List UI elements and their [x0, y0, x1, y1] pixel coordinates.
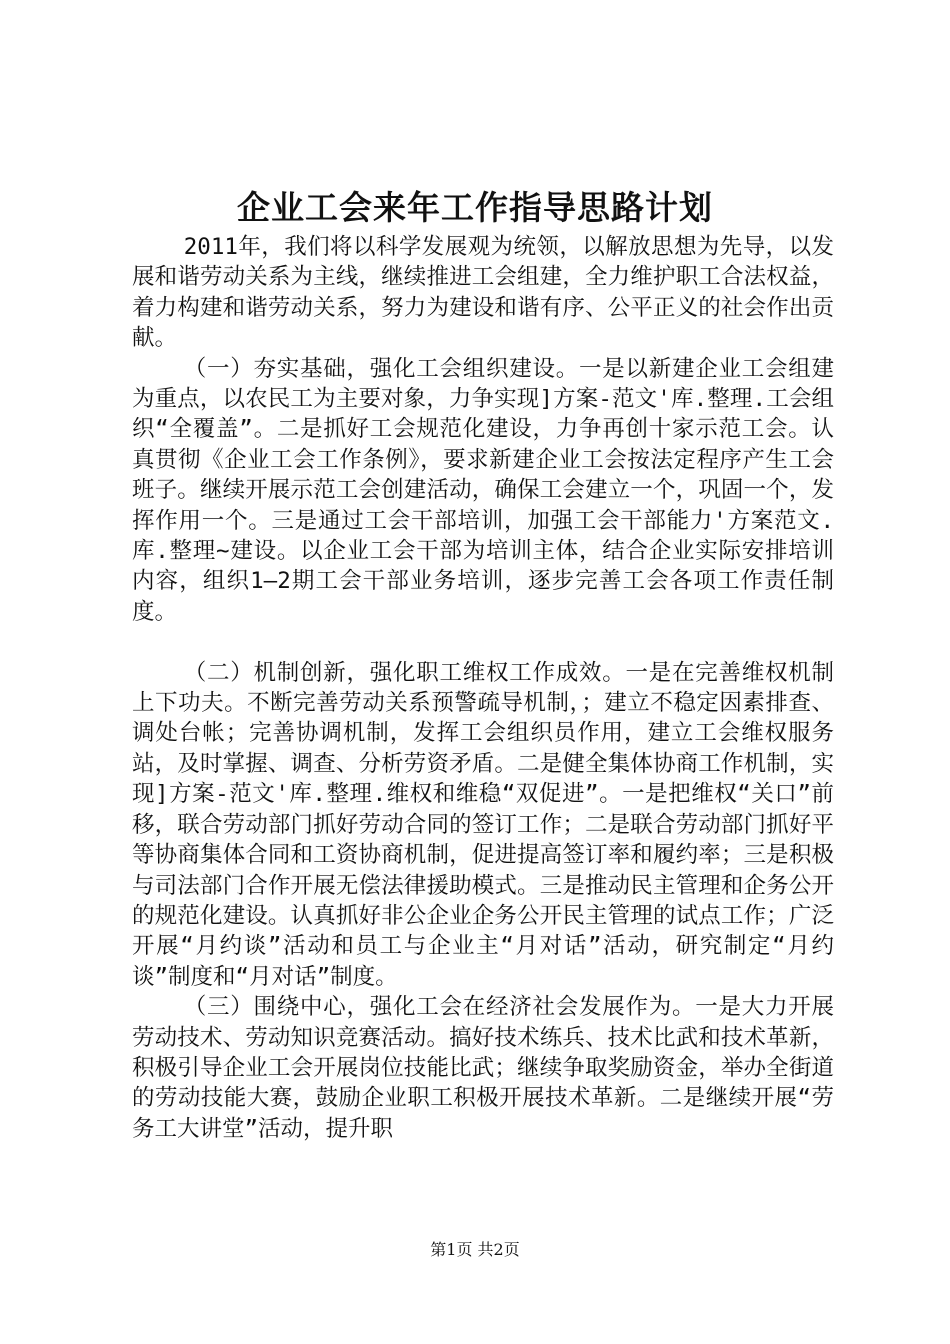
paragraph-section-2: （二）机制创新，强化职工维权工作成效。一是在完善维权机制上下功夫。不断完善劳动关系预警疏导机制，；建立不稳定因素排查、调处台帐；完善协调机制，发挥工会组织员作用，建立工会维权服务站，及时掌握、调查、分析劳资矛盾。二是健全集体协商工作机制，实现]方案-范文'库.整理.维权和维稳“双促进”。一是把维权“关口”前移，联合劳动部门抓好劳动合同的签订工作；二是联合劳动部门抓好平等协商集体合同和工资协商机制，促进提高签订率和履约率；三是积极与司法部门合作开展无偿法律援助模式。三是推动民主管理和企务公开的规范化建设。认真抓好非公企业企务公开民主管理的试点工作；广泛开展“月约谈”活动和员工与企业主“月对话”活动，研究制定“月约谈”制度和“月对话”制度。 — [132, 659, 834, 990]
paragraph-section-3: （三）围绕中心，强化工会在经济社会发展作为。一是大力开展劳动技术、劳动知识竞赛活动。搞好技术练兵、技术比武和技术革新，积极引导企业工会开展岗位技能比武；继续争取奖励资金，举办全街道的劳动技能大赛，鼓励企业职工积极开展技术革新。二是继续开展“劳务工大讲堂”活动，提升职 — [132, 994, 834, 1142]
page-number-footer: 第1页 共2页 — [430, 1240, 520, 1259]
document-body — [132, 232, 834, 1144]
paragraph-intro: 2011年，我们将以科学发展观为统领，以解放思想为先导，以发展和谐劳动关系为主线，继续推进工会组建，全力维护职工合法权益，着力构建和谐劳动关系，努力为建设和谐有序、公平正义的社会作出贡献。 — [132, 234, 834, 352]
document-title: 企业工会来年工作指导思路计划 — [237, 188, 713, 227]
paragraph-section-1: （一）夯实基础，强化工会组织建设。一是以新建企业工会组建为重点，以农民工为主要对象，力争实现]方案-范文'库.整理.工会组织“全覆盖”。二是抓好工会规范化建设，力争再创十家示范工会。认真贯彻《企业工会工作条例》，要求新建企业工会按法定程序产生工会班子。继续开展示范工会创建活动，确保工会建立一个，巩固一个，发挥作用一个。三是通过工会干部培训，加强工会干部能力'方案范文.库.整理~建设。以企业工会干部为培训主体，结合企业实际安排培训内容，组织1—2期工会干部业务培训，逐步完善工会各项工作责任制度。 — [132, 355, 834, 625]
